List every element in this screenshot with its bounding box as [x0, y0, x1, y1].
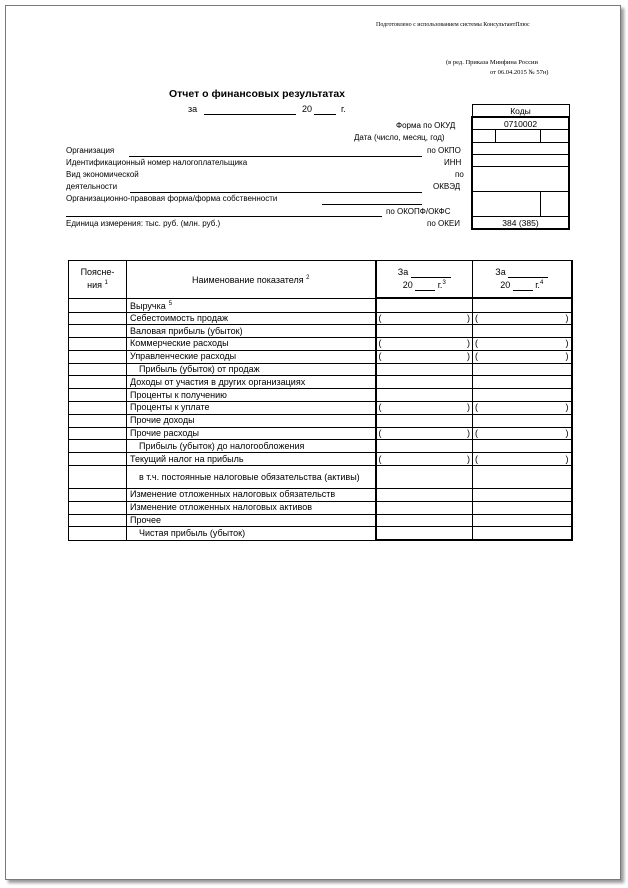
prepared-note: Подготовлено с использованием системы КонсультантПлюс: [376, 22, 530, 28]
indicator-label: Текущий налог на прибыль: [130, 453, 244, 464]
paren-open: (: [475, 312, 478, 323]
paren-open: (: [475, 428, 478, 439]
indicator-label: Валовая прибыль (убыток): [130, 325, 243, 336]
edition-note-line2: от 06.04.2015 № 57н): [490, 69, 549, 76]
period-year-line[interactable]: [314, 114, 336, 115]
previous-period-value[interactable]: [473, 527, 572, 540]
explanation-cell[interactable]: [69, 350, 127, 363]
table-row: [69, 414, 572, 427]
organization-label: Организация: [66, 146, 115, 155]
paren-wrapper: [379, 313, 471, 324]
indicator-label: Изменение отложенных налоговых обязательств: [130, 489, 336, 500]
current-period-value[interactable]: [376, 363, 473, 376]
indicator-label: Прочее: [130, 515, 161, 526]
paren-close: ): [467, 428, 470, 439]
header-indicator-sup: 2: [306, 274, 310, 281]
okud-code-cell[interactable]: 0710002: [472, 117, 569, 130]
previous-period-value[interactable]: [473, 453, 572, 466]
indicator-name-cell: [127, 466, 376, 489]
paren-close: ): [467, 351, 470, 362]
inn-label: ИНН: [444, 158, 462, 167]
paren-wrapper: [379, 454, 471, 465]
current-period-value[interactable]: [376, 376, 473, 389]
current-period-value[interactable]: [376, 325, 473, 338]
explanation-cell[interactable]: [69, 338, 127, 351]
indicator-name-cell: [127, 402, 376, 415]
activity-label-2: деятельности: [66, 182, 118, 191]
paren-open: (: [475, 402, 478, 413]
header-current-year: 20: [402, 280, 413, 290]
okpo-label: по ОКПО: [427, 146, 461, 155]
header-current-za-line: [377, 267, 473, 278]
table-row: [69, 501, 572, 514]
explanation-cell[interactable]: [69, 363, 127, 376]
table-row: [69, 350, 572, 363]
paren-close: ): [565, 351, 569, 362]
header-indicator-name-text: Наименование показателя: [192, 274, 304, 285]
indicator-name-cell: [127, 440, 376, 453]
explanation-cell[interactable]: [69, 440, 127, 453]
indicator-label: Проценты к уплате: [130, 402, 210, 413]
indicator-sup: 5: [168, 300, 173, 307]
legal-form-label: Организационно-правовая форма/форма собственности: [66, 194, 278, 203]
legal-form-line-1[interactable]: [322, 204, 422, 205]
table-row: [69, 427, 572, 440]
indicator-name-cell: [127, 338, 376, 351]
header-indicator-name: [127, 261, 376, 299]
explanation-cell[interactable]: [69, 376, 127, 389]
okopf-code-cell[interactable]: [472, 191, 541, 216]
header-current-za: За: [397, 267, 409, 277]
indicator-name-cell: [127, 414, 376, 427]
previous-period-value[interactable]: [473, 427, 572, 440]
paren-open: (: [475, 453, 478, 464]
header-previous-year-blank[interactable]: [513, 290, 533, 291]
header-previous-za: За: [495, 267, 506, 277]
indicator-label: Изменение отложенных налоговых активов: [130, 502, 313, 513]
date-year-cell[interactable]: [541, 130, 570, 142]
okved-label-2: ОКВЭД: [433, 182, 461, 191]
paren-open: (: [475, 351, 478, 362]
indicator-name-cell: [127, 389, 376, 402]
table-row: [69, 466, 572, 489]
period-date-line[interactable]: [204, 114, 296, 115]
header-previous-za-line: [473, 267, 571, 278]
indicator-label: Прибыль (убыток) от продаж: [139, 364, 260, 375]
table-header-row: [69, 261, 572, 299]
paren-wrapper: [475, 428, 569, 439]
indicator-name-cell: [127, 350, 376, 363]
indicator-label: Выручка: [130, 300, 166, 311]
okved-code-cell[interactable]: [472, 166, 569, 191]
table-row: [69, 514, 572, 527]
header-previous-sup: 4: [539, 280, 544, 286]
legal-form-line-2[interactable]: [66, 216, 382, 217]
previous-period-value[interactable]: [473, 312, 572, 325]
table-row: [69, 402, 572, 415]
indicator-label: Прочие расходы: [130, 428, 199, 439]
paren-open: (: [378, 453, 382, 464]
previous-period-value[interactable]: [473, 501, 572, 514]
financial-results-table: [68, 260, 573, 541]
table-row: [69, 389, 572, 402]
codes-table: [471, 104, 570, 230]
indicator-name-cell: [127, 527, 376, 540]
header-explanations-line2: ния $^1$: [87, 280, 108, 291]
current-period-value[interactable]: [376, 312, 473, 325]
previous-period-value[interactable]: [473, 466, 572, 489]
explanation-cell[interactable]: [69, 389, 127, 402]
indicator-name-cell: [127, 489, 376, 502]
table-row: [69, 527, 572, 540]
previous-period-value[interactable]: [473, 298, 572, 312]
previous-period-value[interactable]: [473, 414, 572, 427]
explanation-cell[interactable]: [69, 466, 127, 489]
header-current-year-line: [377, 278, 473, 291]
current-period-value[interactable]: [376, 350, 473, 363]
header-current-g: г.: [437, 280, 443, 290]
header-period-current: [376, 261, 473, 299]
previous-period-value[interactable]: [473, 440, 572, 453]
codes-header: Коды: [472, 105, 569, 118]
paren-wrapper: [379, 338, 471, 349]
previous-period-value[interactable]: [473, 325, 572, 338]
current-period-value[interactable]: [376, 389, 473, 402]
paren-close: ): [467, 338, 470, 349]
paren-wrapper: [475, 338, 569, 349]
organization-line[interactable]: [129, 156, 422, 157]
indicator-label: Коммерческие расходы: [130, 338, 229, 349]
paren-close: ): [565, 312, 569, 323]
indicator-label: Себестоимость продаж: [130, 312, 228, 323]
paren-wrapper: [379, 428, 471, 439]
paren-close: ): [467, 312, 470, 323]
current-period-value[interactable]: [376, 466, 473, 489]
header-explanations: [69, 261, 127, 299]
activity-label-1: Вид экономической: [66, 170, 139, 179]
indicator-label: Проценты к получению: [130, 389, 227, 400]
unit-label: Единица измерения: тыс. руб. (млн. руб.): [66, 219, 221, 228]
okfs-code-cell[interactable]: [541, 191, 570, 216]
indicator-name-cell: [127, 376, 376, 389]
current-period-value[interactable]: [376, 440, 473, 453]
paren-open: (: [378, 338, 382, 349]
indicator-name-cell: [127, 325, 376, 338]
paren-open: (: [378, 402, 382, 413]
document-page: [5, 5, 621, 880]
explanation-cell[interactable]: [69, 298, 127, 312]
indicator-name-cell: [127, 514, 376, 527]
previous-period-value[interactable]: [473, 338, 572, 351]
previous-period-value[interactable]: [473, 363, 572, 376]
period-year-prefix: 20: [302, 104, 313, 114]
okopf-label: по ОКОПФ/ОКФС: [386, 207, 451, 216]
explanation-cell[interactable]: [69, 453, 127, 466]
paren-wrapper: [379, 402, 471, 413]
date-month-cell[interactable]: [496, 130, 541, 142]
activity-line[interactable]: [130, 192, 422, 193]
table-row: [69, 376, 572, 389]
current-period-value[interactable]: [376, 402, 473, 415]
paren-open: (: [475, 338, 478, 349]
indicator-label: Доходы от участия в других организациях: [130, 376, 306, 387]
current-period-value[interactable]: [376, 453, 473, 466]
header-current-year-blank[interactable]: [415, 290, 435, 291]
paren-wrapper: [475, 454, 569, 465]
paren-close: ): [565, 428, 569, 439]
paren-wrapper: [379, 351, 471, 362]
report-title: Отчет о финансовых результатах: [169, 88, 346, 100]
indicator-label: Прибыль (убыток) до налогообложения: [139, 440, 305, 451]
period-year-suffix: г.: [341, 104, 346, 114]
current-period-value[interactable]: [376, 489, 473, 502]
previous-period-value[interactable]: [473, 376, 572, 389]
explanation-cell[interactable]: [69, 514, 127, 527]
table-row: [69, 453, 572, 466]
paren-close: ): [467, 402, 470, 413]
okpo-code-cell[interactable]: [472, 142, 569, 154]
paren-open: (: [378, 351, 382, 362]
table-row: [69, 440, 572, 453]
paren-wrapper: [475, 351, 569, 362]
current-period-value[interactable]: [376, 527, 473, 540]
current-period-value[interactable]: [376, 501, 473, 514]
explanation-cell[interactable]: [69, 312, 127, 325]
current-period-value[interactable]: [376, 414, 473, 427]
explanation-cell[interactable]: [69, 325, 127, 338]
paren-wrapper: [475, 313, 569, 324]
header-previous-g: г.: [535, 280, 540, 290]
paren-close: ): [565, 453, 569, 464]
explanation-cell[interactable]: [69, 527, 127, 540]
date-day-cell[interactable]: [472, 130, 496, 142]
indicator-label: в т.ч. постоянные налоговые обязательства (активы): [139, 471, 360, 482]
header-period-previous: [473, 261, 572, 299]
okei-code-cell[interactable]: 384 (385): [472, 216, 569, 229]
header-explanations-sup: 1: [104, 280, 108, 287]
inn-code-cell[interactable]: [472, 154, 569, 166]
paren-close: ): [565, 338, 569, 349]
paren-close: ): [467, 453, 470, 464]
explanation-cell[interactable]: [69, 414, 127, 427]
explanation-cell[interactable]: [69, 427, 127, 440]
table-row: [69, 325, 572, 338]
table-row: [69, 363, 572, 376]
indicator-name-cell: [127, 363, 376, 376]
indicator-label: Чистая прибыль (убыток): [139, 528, 246, 539]
indicator-label: Управленческие расходы: [130, 351, 237, 362]
current-period-value[interactable]: [376, 338, 473, 351]
explanation-cell[interactable]: [69, 501, 127, 514]
date-label: Дата (число, месяц, год): [354, 133, 445, 142]
previous-period-value[interactable]: [473, 402, 572, 415]
indicator-name-cell: [127, 501, 376, 514]
table-row: [69, 338, 572, 351]
header-explanations-line1: Поясне-: [80, 267, 115, 278]
current-period-value[interactable]: [376, 427, 473, 440]
previous-period-value[interactable]: [473, 350, 572, 363]
paren-open: (: [378, 428, 382, 439]
previous-period-value[interactable]: [473, 389, 572, 402]
previous-period-value[interactable]: [473, 514, 572, 527]
current-period-value[interactable]: [376, 298, 473, 312]
indicator-label: Прочие доходы: [130, 415, 195, 426]
table-row: [69, 312, 572, 325]
table-row: [69, 489, 572, 502]
header-previous-year-line: [473, 278, 571, 291]
paren-open: (: [378, 312, 382, 323]
indicator-name-cell: [127, 298, 376, 312]
edition-note-line1: (в ред. Приказа Минфина России: [446, 59, 538, 66]
header-previous-year: 20: [500, 280, 511, 290]
paren-wrapper: [475, 402, 569, 413]
explanation-cell[interactable]: [69, 402, 127, 415]
indicator-name-cell: [127, 453, 376, 466]
inn-field-label: Идентификационный номер налогоплательщика: [66, 158, 248, 167]
explanation-cell[interactable]: [69, 489, 127, 502]
indicator-name-cell: [127, 312, 376, 325]
table-row: [69, 298, 572, 312]
okved-label-1: по: [455, 170, 464, 179]
okei-label: по ОКЕИ: [427, 219, 460, 228]
table-body: [69, 298, 572, 540]
current-period-value[interactable]: [376, 514, 473, 527]
header-current-sup: 3: [442, 280, 446, 286]
okud-label: Форма по ОКУД: [396, 121, 456, 130]
previous-period-value[interactable]: [473, 489, 572, 502]
indicator-name-cell: [127, 427, 376, 440]
period-za-label: за: [188, 104, 198, 114]
paren-close: ): [565, 402, 569, 413]
